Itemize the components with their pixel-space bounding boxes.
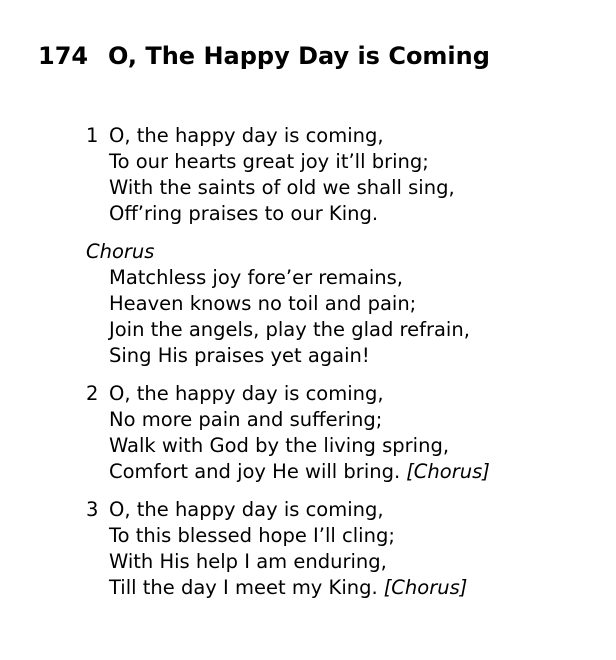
- verse-line-text: O, the happy day is coming,: [109, 382, 384, 405]
- verse-line: [86, 549, 490, 575]
- verse-line: [86, 459, 490, 485]
- hymn-body: [86, 123, 490, 601]
- verse-number: 2: [86, 382, 99, 405]
- verse-number: 1: [86, 124, 99, 147]
- verse-line-text: O, the happy day is coming,: [109, 498, 384, 521]
- chorus-line: [86, 343, 490, 369]
- chorus-line: [86, 317, 490, 343]
- verse-line: [86, 149, 490, 175]
- verse-line-text: Till the day I meet my King.: [109, 576, 378, 599]
- verse-2: [86, 381, 490, 485]
- verse-line: [86, 201, 490, 227]
- chorus-label: Chorus: [86, 240, 155, 263]
- verse-line-text: Walk with God by the living spring,: [109, 434, 450, 457]
- chorus-reference: [Chorus]: [383, 576, 468, 599]
- verse-line: [86, 523, 490, 549]
- verse-line: [86, 433, 490, 459]
- verse-line-text: No more pain and suffering;: [109, 408, 383, 431]
- verse-line: [86, 575, 490, 601]
- hymn-title-line: [38, 41, 490, 71]
- verse-line-text: Off’ring praises to our King.: [109, 202, 379, 225]
- verse-line: [86, 407, 490, 433]
- verse-number: 3: [86, 498, 99, 521]
- verse-line-text: Comfort and joy He will bring.: [109, 460, 401, 483]
- verse-line-text: With His help I am enduring,: [109, 550, 387, 573]
- verse-line: [86, 123, 490, 149]
- chorus-line-text: Matchless joy fore’er remains,: [109, 266, 403, 289]
- chorus-line-text: Join the angels, play the glad refrain,: [109, 318, 470, 341]
- chorus-line-text: Heaven knows no toil and pain;: [109, 292, 417, 315]
- verse-line-text: O, the happy day is coming,: [109, 124, 384, 147]
- verse-line: [86, 175, 490, 201]
- verse-3: [86, 497, 490, 601]
- hymn-title: O, The Happy Day is Coming: [108, 42, 490, 70]
- chorus-line: [86, 265, 490, 291]
- chorus-line: [86, 291, 490, 317]
- verse-line-text: To this blessed hope I’ll cling;: [109, 524, 395, 547]
- chorus-line-text: Sing His praises yet again!: [109, 344, 370, 367]
- hymn-number: 174: [38, 42, 89, 70]
- verse-line-text: To our hearts great joy it’ll bring;: [109, 150, 429, 173]
- chorus: [86, 239, 490, 369]
- verse-1: [86, 123, 490, 227]
- verse-line-text: With the saints of old we shall sing,: [109, 176, 455, 199]
- verse-line: [86, 497, 490, 523]
- verse-line: [86, 381, 490, 407]
- chorus-reference: [Chorus]: [406, 460, 490, 483]
